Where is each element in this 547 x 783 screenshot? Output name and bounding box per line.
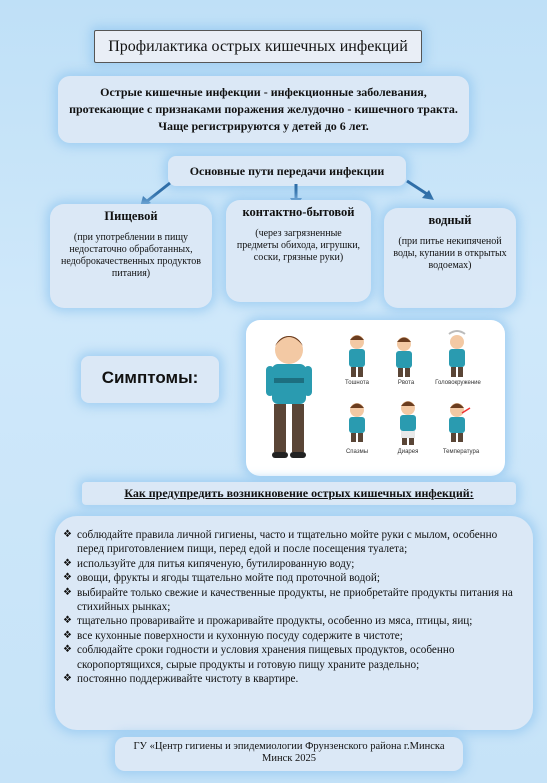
diamond-bullet-icon: ❖	[63, 615, 72, 627]
footer-year: Минск 2025	[262, 753, 316, 764]
cramps-figure-icon	[349, 403, 365, 442]
list-item-text: выбирайте только свежие и качественные продукты, не приобретайте продукты питания на стихийных рынках;	[77, 586, 513, 614]
route-desc: (через загрязненные предметы обихода, игрушки, соски, грязные руки)	[236, 228, 361, 263]
vomit-figure-icon	[396, 337, 412, 377]
symptoms-heading: Симптомы:	[81, 356, 219, 403]
symptom-label: Диарея	[397, 449, 419, 455]
route-card-water	[384, 208, 516, 308]
list-item-text: все кухонные поверхности и кухонную посуду содержите в чистоте;	[77, 629, 403, 642]
list-item-text: постоянно поддерживайте чистоту в квартире.	[77, 673, 299, 686]
list-item-text: овощи, фрукты и ягоды тщательно мойте под проточной водой;	[77, 572, 380, 585]
route-card-contact	[226, 200, 371, 302]
arrow-right-icon	[405, 178, 437, 202]
list-item	[63, 528, 523, 557]
diamond-bullet-icon: ❖	[63, 644, 72, 656]
route-name: контактно-бытовой	[242, 205, 355, 219]
symptom-label: Спазмы	[345, 449, 369, 455]
prevention-heading: Как предупредить возникновение острых кишечных инфекций:	[82, 482, 516, 505]
footer-organization: ГУ «Центр гигиены и эпидемиологии Фрунзенского района г.Минска	[133, 741, 445, 752]
list-item	[63, 586, 523, 615]
symptom-label: Температура	[442, 449, 480, 455]
footer	[115, 737, 463, 771]
prevention-list	[63, 528, 523, 686]
route-desc: (при употреблении в пищу недостаточно обработанных, недоброкачественных продуктов питания)	[61, 232, 201, 279]
list-item-text: тщательно проваривайте и прожаривайте продукты, особенно из мяса, птицы, яиц;	[77, 615, 473, 628]
diamond-bullet-icon: ❖	[63, 572, 72, 584]
diamond-bullet-icon: ❖	[63, 673, 72, 685]
symptom-label: Тошнота	[345, 380, 369, 386]
list-item	[63, 614, 523, 628]
list-item	[63, 643, 523, 672]
route-name: Пищевой	[104, 209, 158, 223]
list-item	[63, 571, 523, 585]
page-title: Профилактика острых кишечных инфекций	[94, 30, 422, 63]
symptom-label: Рвота	[397, 380, 415, 386]
route-name: водный	[428, 213, 472, 227]
fever-figure-icon	[449, 403, 470, 442]
dizziness-figure-icon	[449, 331, 465, 377]
diarrhea-figure-icon	[400, 401, 416, 445]
list-item-text: соблюдайте сроки годности и условия хранения пищевых продуктов, особенно скоропортящихся, сырые продукты и готовую пищу храните раздельно;	[77, 644, 455, 671]
route-desc: (при питье некипяченой воды, купании в открытых водоемах)	[393, 236, 507, 271]
boy-stomachache-icon	[266, 336, 312, 458]
route-card-food	[50, 204, 212, 308]
intro-text: Острые кишечные инфекции - инфекционные заболевания, протекающие с признаками поражения желудочно - кишечного тракта. Чаще регистрируются у детей до 6 лет.	[58, 76, 469, 143]
diamond-bullet-icon: ❖	[63, 629, 72, 641]
list-item	[63, 629, 523, 643]
symptoms-illustration	[246, 320, 505, 476]
list-item-text: соблюдайте правила личной гигиены, часто и тщательно мойте руки с мылом, особенно перед приготовлением пищи, перед едой и после посещения туалета;	[77, 529, 498, 556]
diamond-bullet-icon: ❖	[63, 586, 72, 598]
list-item	[63, 672, 523, 686]
prevention-list-box	[55, 516, 533, 730]
diamond-bullet-icon: ❖	[63, 529, 72, 540]
symptom-label: Головокружение	[435, 380, 481, 386]
nausea-figure-icon	[349, 335, 365, 377]
list-item-text: используйте для питья кипяченую, бутилированную воду;	[77, 557, 355, 570]
diamond-bullet-icon: ❖	[63, 557, 72, 569]
transmission-heading: Основные пути передачи инфекции	[168, 156, 406, 186]
list-item	[63, 557, 523, 571]
